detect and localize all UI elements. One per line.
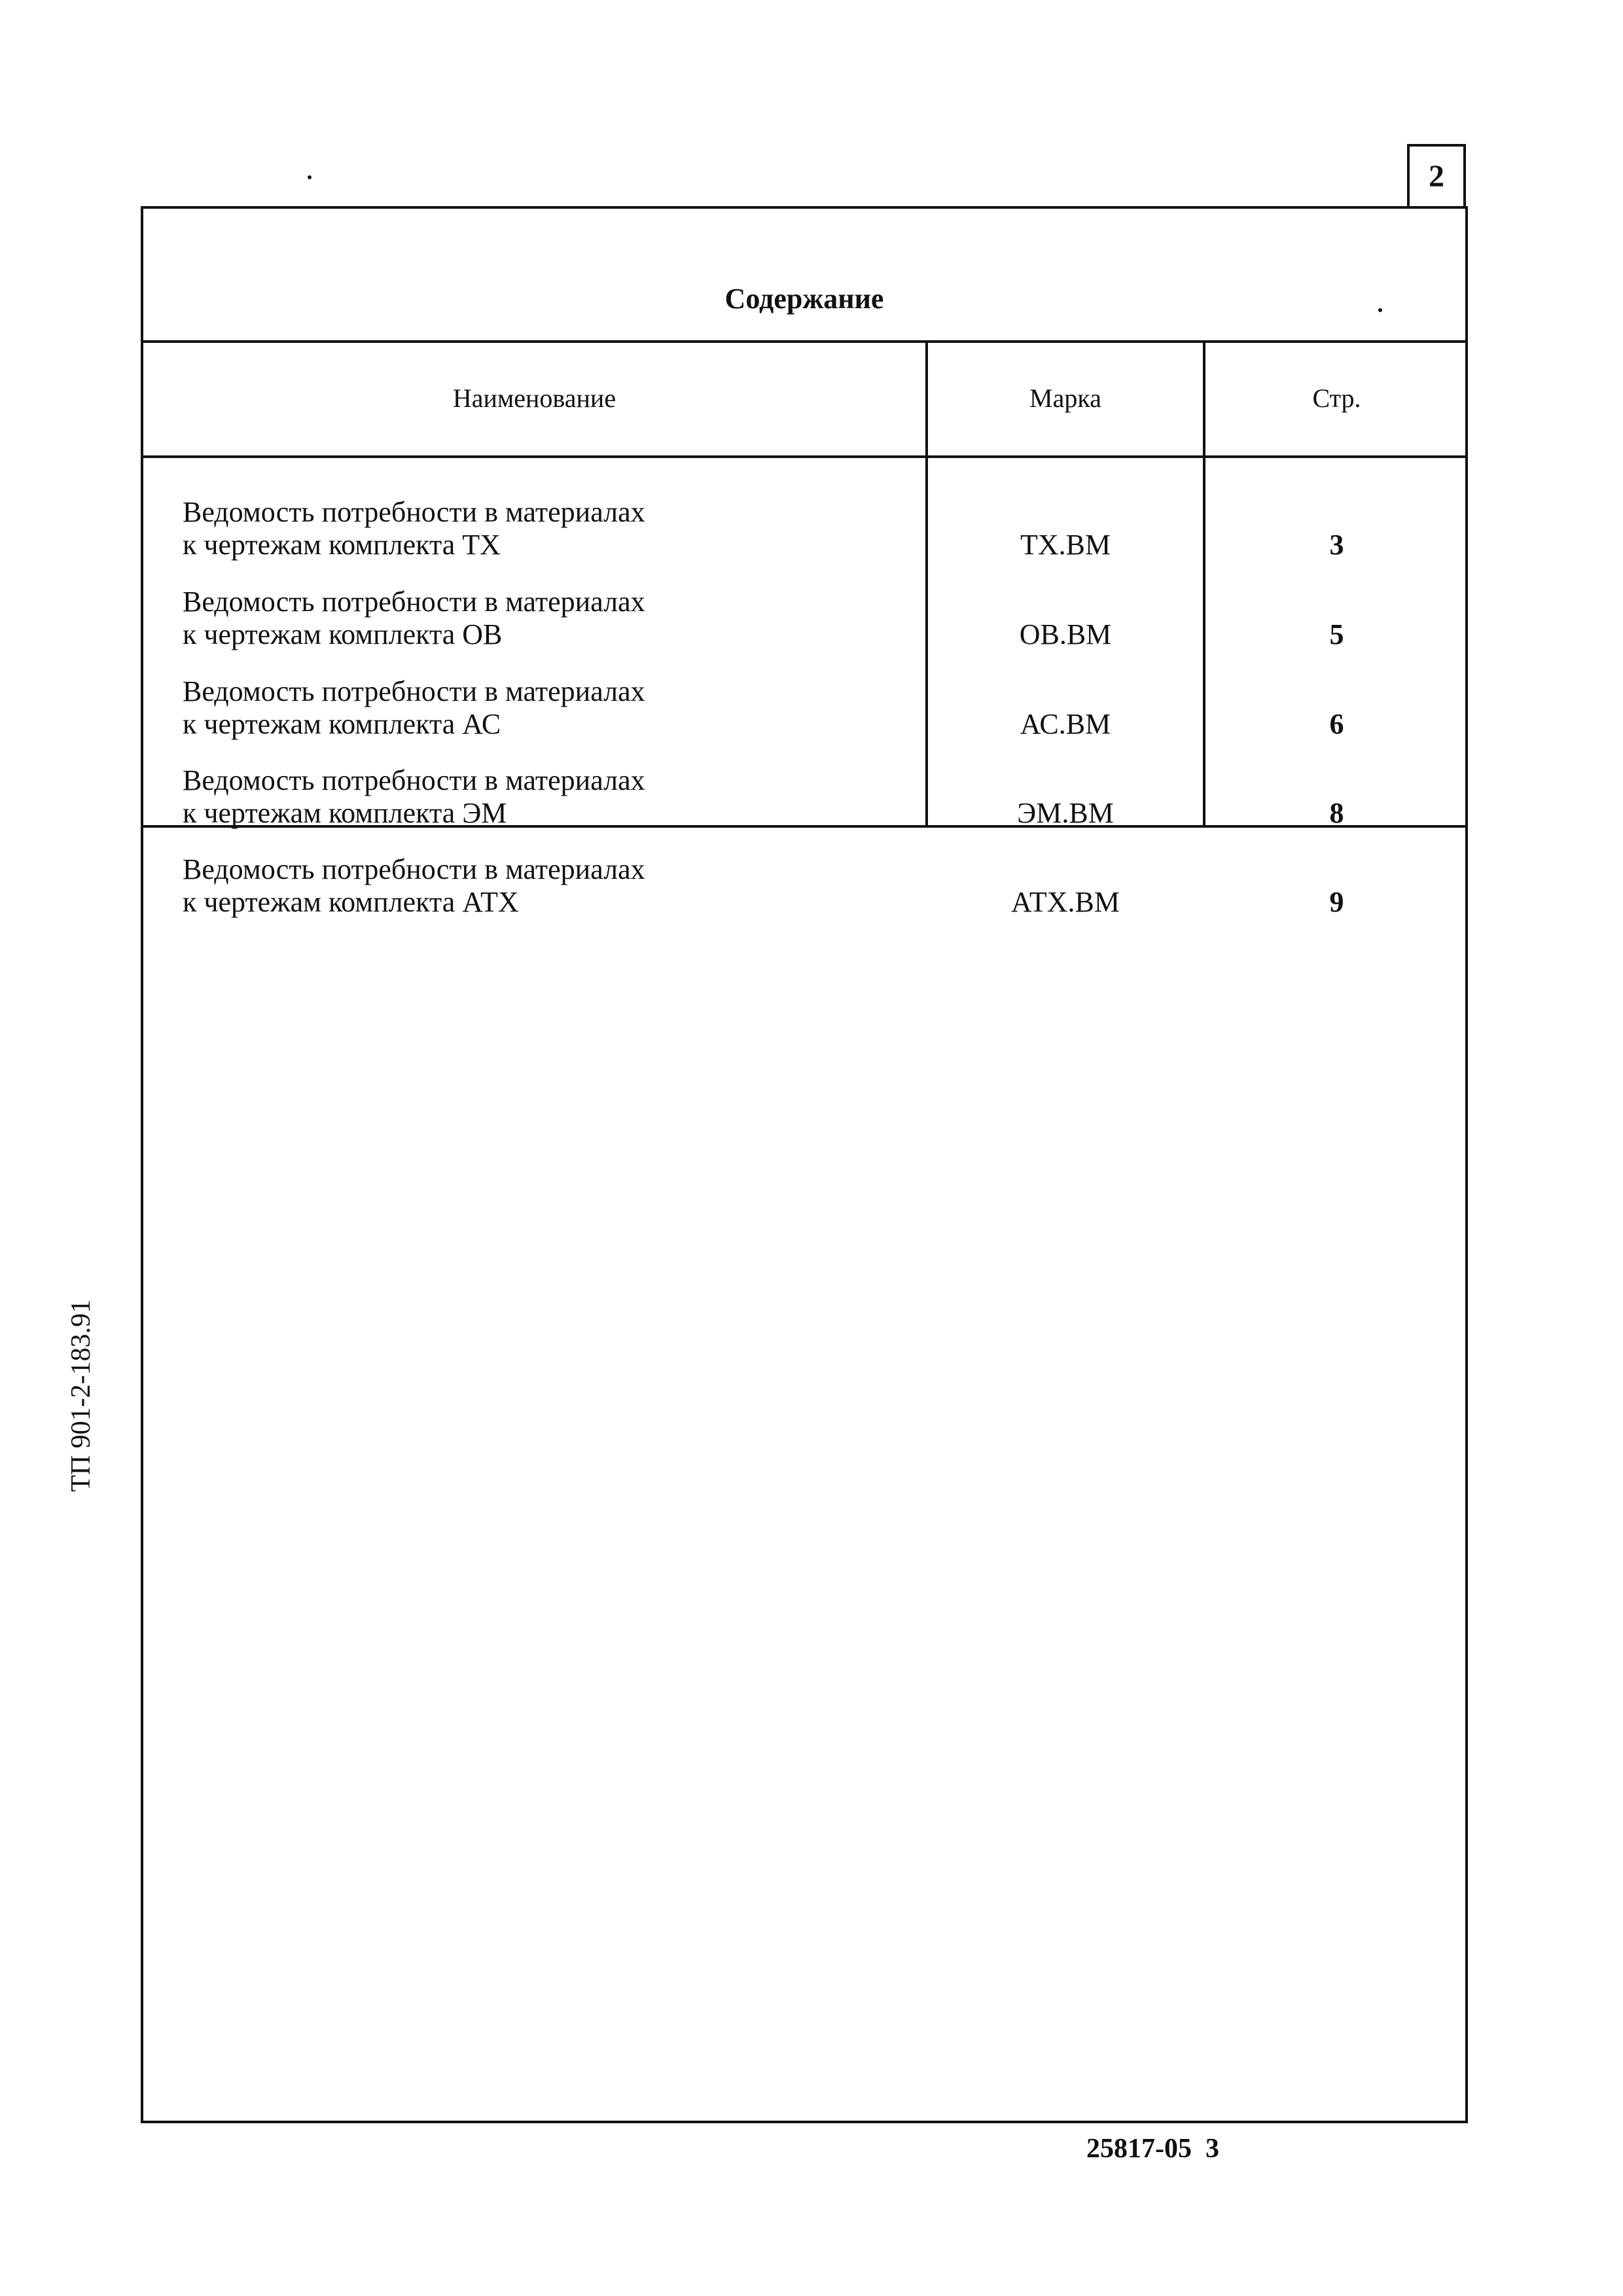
row-name-line1: Ведомость потребности в материалах [183,675,645,707]
document-frame [141,206,1468,2123]
row-name-line1: Ведомость потребности в материалах [183,853,645,885]
header-page: Стр. [1312,383,1361,413]
row-name [183,853,902,919]
table-header-row [143,340,1465,458]
row-page: 8 [1329,797,1344,829]
row-name-line2: к чертежам комплекта ОВ [183,618,503,650]
footer-code: 25817-05 3 [1086,2134,1219,2164]
row-name-line2: к чертежам комплекта ТХ [183,529,501,561]
row-page: 5 [1329,618,1344,650]
page-number: 2 [1429,159,1444,194]
table-row [143,496,1465,585]
table-row [143,853,1465,942]
row-mark: ЭМ.ВМ [1017,797,1114,829]
row-name-line1: Ведомость потребности в материалах [183,496,645,528]
row-mark: АТХ.ВМ [1010,886,1120,918]
row-page: 3 [1329,529,1344,561]
row-name-line1: Ведомость потребности в материалах [183,764,645,796]
page-title: Содержание [724,283,884,315]
row-name-line2: к чертежам комплекта АТХ [183,886,519,918]
document-code-vertical: ТП 901-2-183.91 [66,1299,96,1492]
header-name: Наименование [452,383,616,413]
row-mark: ОВ.ВМ [1019,618,1112,650]
table-row [143,675,1465,764]
table-row [143,764,1465,853]
scan-speck [308,175,312,179]
row-mark: ТХ.ВМ [1020,529,1111,561]
row-name [183,586,902,651]
row-name-line2: к чертежам комплекта ЭМ [183,797,507,829]
row-name [183,675,902,741]
header-mark: Марка [1029,383,1101,413]
row-page: 9 [1329,886,1344,918]
row-mark: АС.ВМ [1020,708,1111,740]
title-row [143,209,1465,343]
row-name [183,496,902,561]
row-page: 6 [1329,708,1344,740]
page-number-box [1407,144,1466,206]
contents-table [143,340,1465,918]
scan-speck [1378,308,1382,312]
row-name [183,764,902,830]
row-name-line2: к чертежам комплекта АС [183,708,501,740]
table-row [143,586,1465,675]
row-name-line1: Ведомость потребности в материалах [183,586,645,618]
